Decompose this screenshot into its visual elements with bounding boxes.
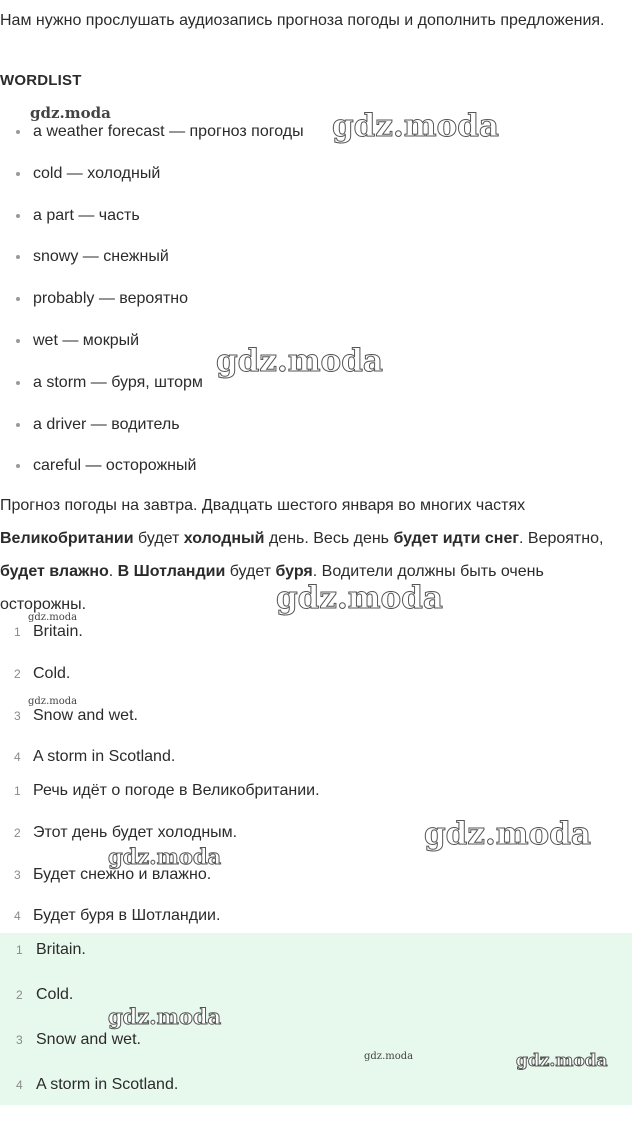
- answer-text: Cold.: [36, 986, 74, 1003]
- wordlist: [0, 112, 626, 488]
- item-number: 2: [16, 988, 23, 1002]
- forecast-part: будет: [225, 563, 276, 580]
- list-item: [0, 1020, 626, 1065]
- list-item: [0, 112, 626, 154]
- forecast-part: будет: [133, 530, 184, 547]
- answer-text: Snow and wet.: [36, 1031, 141, 1048]
- item-number: 4: [16, 1078, 23, 1092]
- forecast-text: [0, 489, 626, 621]
- list-item: [0, 154, 626, 196]
- answer-text: Britain.: [33, 623, 83, 640]
- answer-text: A storm in Scotland.: [33, 748, 176, 766]
- bullet-icon: [16, 130, 20, 134]
- bullet-icon: [16, 423, 20, 427]
- wordlist-title: WORDLIST: [0, 72, 82, 89]
- forecast-part: день. Весь день: [264, 530, 394, 547]
- item-number: 3: [14, 708, 21, 723]
- answer-text: Snow and wet.: [33, 706, 138, 724]
- item-number: 1: [16, 943, 23, 957]
- bullet-icon: [16, 214, 20, 218]
- list-item: [0, 696, 626, 738]
- list-item: [0, 321, 626, 363]
- answer-text: Будет буря в Шотландии.: [33, 907, 221, 925]
- watermark: gdz.moda: [276, 580, 443, 616]
- answer-text: Этот день будет холодным.: [33, 823, 238, 841]
- wordlist-entry: a part — часть: [33, 206, 140, 224]
- watermark: gdz.moda: [30, 104, 111, 122]
- wordlist-entry: wet — мокрый: [33, 331, 140, 349]
- item-number: 3: [16, 1033, 23, 1047]
- item-number: 4: [14, 909, 21, 924]
- answer-text: Будет снежно и влажно.: [33, 865, 212, 883]
- wordlist-entry: a driver — водитель: [33, 415, 180, 433]
- wordlist-entry: probably — вероятно: [33, 290, 189, 308]
- list-item: [0, 771, 626, 813]
- watermark: gdz.moda: [364, 1051, 414, 1062]
- watermark: gdz.moda: [516, 1051, 608, 1071]
- item-number: 3: [14, 867, 21, 882]
- watermark: gdz.moda: [28, 696, 78, 707]
- forecast-part: Прогноз погоды на завтра. Двадцать шестого января во многих частях: [0, 497, 526, 514]
- answer-text: Britain.: [36, 941, 86, 958]
- watermark: gdz.moda: [108, 844, 222, 869]
- intro-text: Нам нужно прослушать аудиозапись прогноза погоды и дополнить предложения.: [0, 12, 605, 29]
- forecast-part: .: [108, 563, 118, 580]
- list-item: [0, 930, 626, 975]
- list-item: [0, 279, 626, 321]
- watermark: gdz.moda: [108, 1004, 222, 1029]
- watermark: gdz.moda: [424, 816, 591, 852]
- forecast-bold: будет влажно: [0, 563, 109, 580]
- wordlist-entry: careful — осторожный: [33, 457, 197, 475]
- answer-text: Cold.: [33, 664, 71, 682]
- wordlist-entry: snowy — снежный: [33, 248, 169, 266]
- list-item: [0, 196, 626, 238]
- bullet-icon: [16, 464, 20, 468]
- bullet-icon: [16, 255, 20, 259]
- forecast-bold: буря: [275, 563, 313, 580]
- answer-text: Речь идёт о погоде в Великобритании.: [33, 782, 320, 799]
- bullet-icon: [16, 172, 20, 176]
- bullet-icon: [16, 297, 20, 301]
- item-number: 2: [14, 825, 21, 840]
- watermark: gdz.moda: [216, 343, 383, 379]
- item-number: 1: [14, 625, 21, 639]
- list-item: [0, 855, 626, 897]
- forecast-bold: будет идти снег: [393, 530, 519, 547]
- list-item: [0, 363, 626, 405]
- answer-text: A storm in Scotland.: [36, 1076, 179, 1093]
- wordlist-entry: a storm — буря, шторм: [33, 373, 203, 391]
- answers-en-list: [0, 612, 626, 779]
- list-item: [0, 975, 626, 1020]
- forecast-bold: В Шотландии: [117, 563, 226, 580]
- answers-ru-list: [0, 771, 626, 938]
- forecast-bold: холодный: [183, 530, 265, 547]
- bullet-icon: [16, 339, 20, 343]
- answers-final-list: [0, 930, 626, 1110]
- forecast-bold: Великобритании: [0, 530, 134, 547]
- list-item: [0, 654, 626, 696]
- item-number: 2: [14, 666, 21, 681]
- list-item: [0, 237, 626, 279]
- item-number: 4: [14, 750, 21, 765]
- list-item: [0, 1065, 626, 1110]
- forecast-part: . Вероятно,: [519, 530, 604, 547]
- item-number: 1: [14, 784, 21, 798]
- wordlist-entry: cold — холодный: [33, 164, 161, 182]
- list-item: [0, 612, 626, 654]
- watermark: gdz.moda: [332, 108, 499, 144]
- list-item: [0, 405, 626, 447]
- list-item: [0, 446, 626, 488]
- forecast-part: . Водители должны быть очень осторожны.: [0, 563, 544, 613]
- wordlist-entry: a weather forecast — прогноз погоды: [33, 123, 304, 140]
- watermark: gdz.moda: [28, 612, 78, 623]
- list-item: [0, 813, 626, 855]
- bullet-icon: [16, 381, 20, 385]
